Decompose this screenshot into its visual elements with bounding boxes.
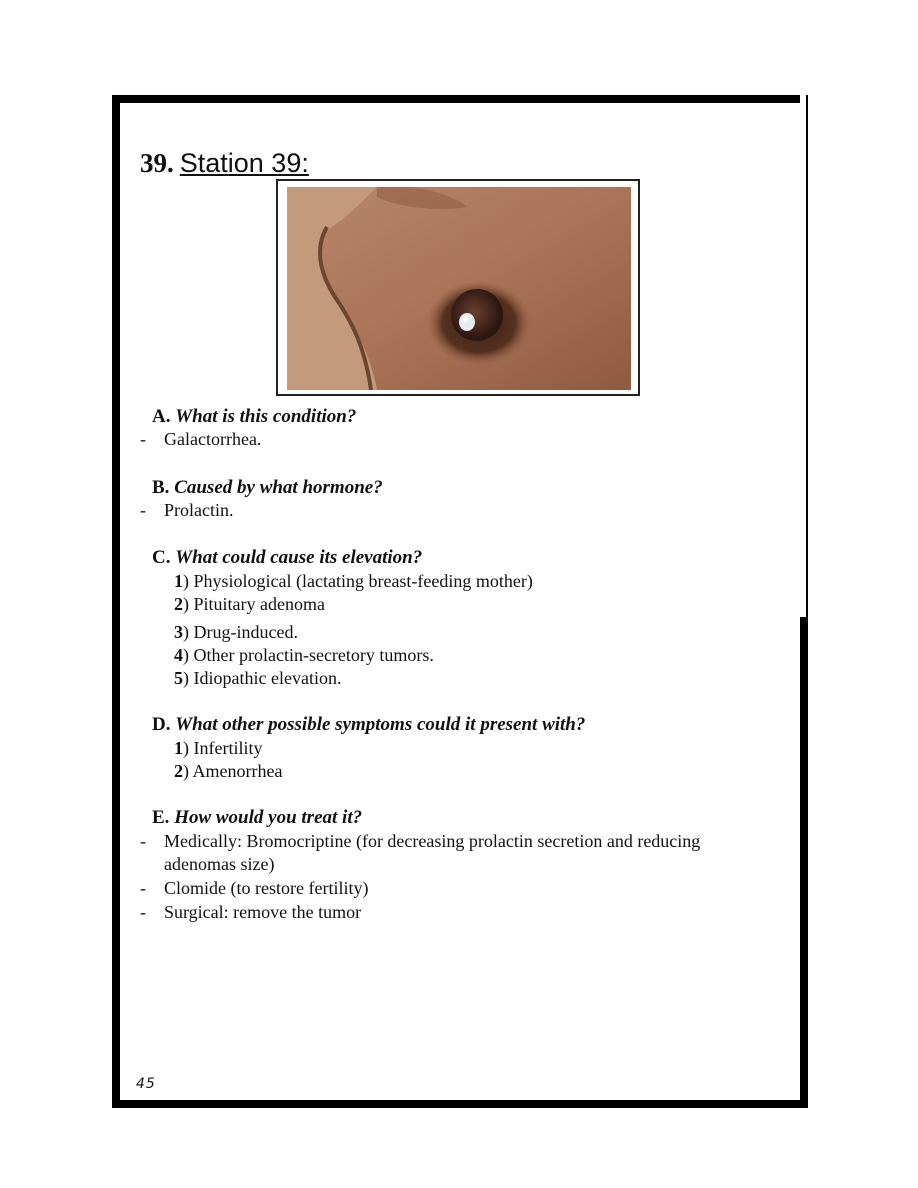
question-b-letter: B. xyxy=(152,477,170,498)
question-a-letter: A. xyxy=(152,406,171,427)
list-item: 1) Infertility xyxy=(174,738,263,758)
station-number: 39. xyxy=(140,148,174,178)
answer-e-1: Medically: Bromocriptine (for decreasing prolactin secretion and reducing xyxy=(164,831,701,851)
answer-e-3: Surgical: remove the tumor xyxy=(164,902,362,922)
answer-a-dash: - xyxy=(140,429,146,449)
station-title xyxy=(140,146,309,180)
question-b xyxy=(152,477,383,499)
question-e xyxy=(152,807,362,829)
question-a-text: What is this condition? xyxy=(175,406,357,427)
list-item: 5) Idiopathic elevation. xyxy=(174,668,342,688)
question-b-text: Caused by what hormone? xyxy=(174,477,383,498)
answer-a: Galactorrhea. xyxy=(164,429,262,449)
question-d xyxy=(152,714,585,736)
list-item: 2) Pituitary adenoma xyxy=(174,594,325,614)
answer-e-dash: - xyxy=(140,902,146,922)
answer-b: Prolactin. xyxy=(164,500,234,520)
answer-e-dash: - xyxy=(140,831,146,851)
list-item: 3) Drug-induced. xyxy=(174,622,298,642)
station-name: Station 39: xyxy=(179,148,309,178)
answer-e-1-cont: adenomas size) xyxy=(164,854,275,874)
question-c-letter: C. xyxy=(152,547,171,568)
answer-b-dash: - xyxy=(140,500,146,520)
list-item: 4) Other prolactin-secretory tumors. xyxy=(174,645,434,665)
question-c-text: What could cause its elevation? xyxy=(175,547,423,568)
page-number: 45 xyxy=(136,1076,156,1092)
clinical-photo xyxy=(276,179,640,396)
list-item: 1) Physiological (lactating breast-feeding mother) xyxy=(174,571,533,591)
answer-e-2: Clomide (to restore fertility) xyxy=(164,878,369,898)
question-c xyxy=(152,547,422,569)
clinical-photo-image xyxy=(287,187,631,390)
question-d-letter: D. xyxy=(152,714,171,735)
answer-e-dash: - xyxy=(140,878,146,898)
question-a xyxy=(152,406,356,428)
question-e-text: How would you treat it? xyxy=(174,807,363,828)
question-e-letter: E. xyxy=(152,807,170,828)
list-item: 2) Amenorrhea xyxy=(174,761,283,781)
question-d-text: What other possible symptoms could it present with? xyxy=(175,714,586,735)
border-gap xyxy=(800,95,806,617)
